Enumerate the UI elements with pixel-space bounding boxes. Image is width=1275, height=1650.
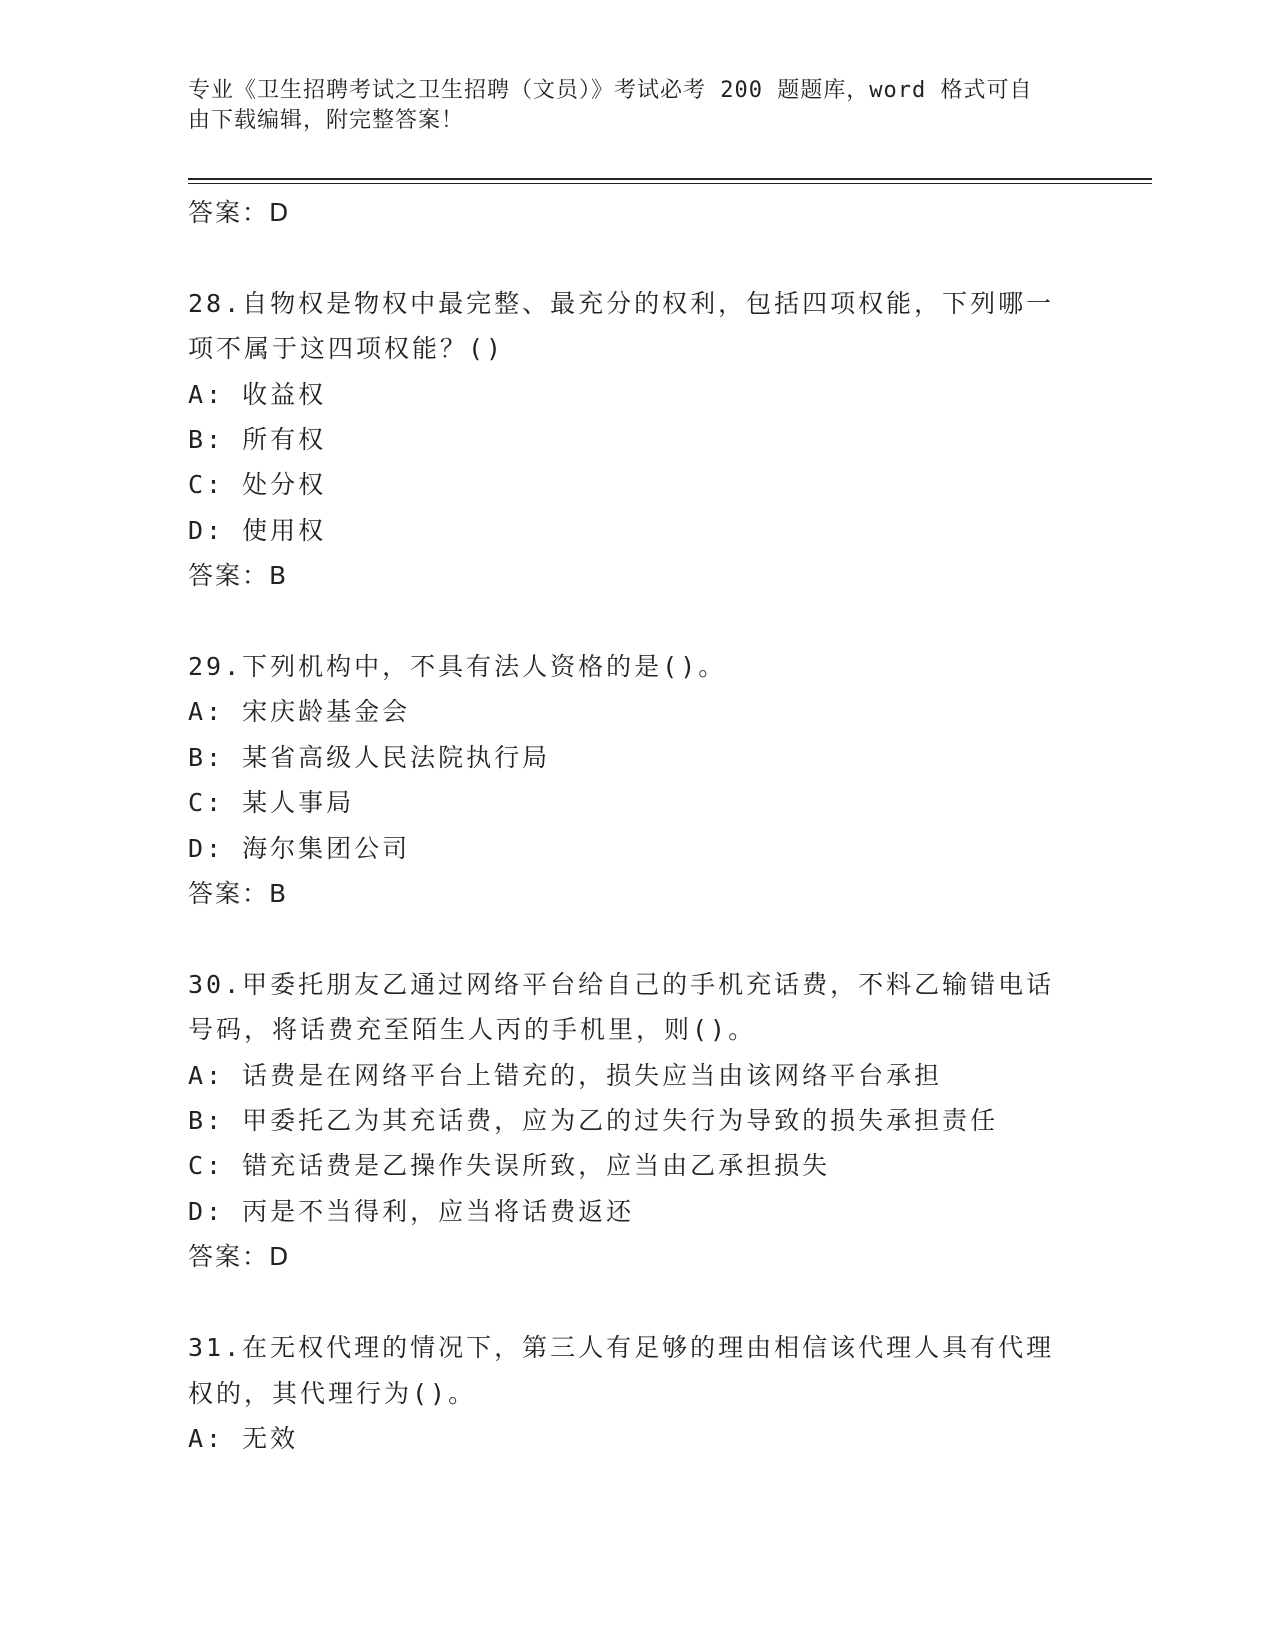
- header-line-1: 专业《卫生招聘考试之卫生招聘（文员）》考试必考 200 题题库，word 格式可自: [188, 78, 1033, 103]
- option-b: B: 所有权: [188, 425, 327, 455]
- option-c: C: 处分权: [188, 470, 327, 500]
- header-divider: [188, 178, 1152, 184]
- answer-line: 答案：B: [188, 879, 289, 909]
- option-b: B: 甲委托乙为其充话费，应为乙的过失行为导致的损失承担责任: [188, 1106, 999, 1136]
- question-stem: 29.下列机构中，不具有法人资格的是()。: [188, 652, 727, 682]
- option-b: B: 某省高级人民法院执行局: [188, 742, 551, 772]
- question-stem: 权的，其代理行为()。: [188, 1378, 477, 1408]
- option-d: D: 丙是不当得利，应当将话费返还: [188, 1196, 635, 1226]
- question-stem: 28.自物权是物权中最完整、最充分的权利，包括四项权能，下列哪一: [188, 288, 1055, 318]
- header-line-2: 由下载编辑，附完整答案！: [188, 108, 465, 133]
- spacer: [188, 1280, 1088, 1325]
- option-d: D: 海尔集团公司: [188, 833, 411, 863]
- spacer: [188, 235, 1088, 280]
- document-header: [188, 76, 1088, 136]
- question-stem: 项不属于这四项权能？(): [188, 334, 505, 364]
- option-c: C: 某人事局: [188, 788, 355, 818]
- option-a: A: 收益权: [188, 379, 327, 409]
- question-item: [188, 281, 1088, 599]
- spacer: [188, 599, 1088, 644]
- option-a: A: 无效: [188, 1423, 299, 1453]
- option-c: C: 错充话费是乙操作失误所致，应当由乙承担损失: [188, 1151, 831, 1181]
- answer-line: 答案：D: [188, 1242, 291, 1272]
- answer-line: 答案：B: [188, 561, 289, 591]
- question-stem: 号码，将话费充至陌生人丙的手机里，则()。: [188, 1015, 757, 1045]
- option-d: D: 使用权: [188, 515, 327, 545]
- question-item: [188, 962, 1088, 1280]
- answer-line: 答案：D: [188, 198, 291, 227]
- question-item: [188, 644, 1088, 916]
- question-stem: 30.甲委托朋友乙通过网络平台给自己的手机充话费，不料乙输错电话: [188, 969, 1055, 999]
- spacer: [188, 916, 1088, 961]
- option-a: A: 话费是在网络平台上错充的，损失应当由该网络平台承担: [188, 1060, 943, 1090]
- option-a: A: 宋庆龄基金会: [188, 697, 411, 727]
- question-item: [188, 1325, 1088, 1461]
- question-stem: 31.在无权代理的情况下，第三人有足够的理由相信该代理人具有代理: [188, 1333, 1055, 1363]
- question-list: [188, 190, 1088, 1461]
